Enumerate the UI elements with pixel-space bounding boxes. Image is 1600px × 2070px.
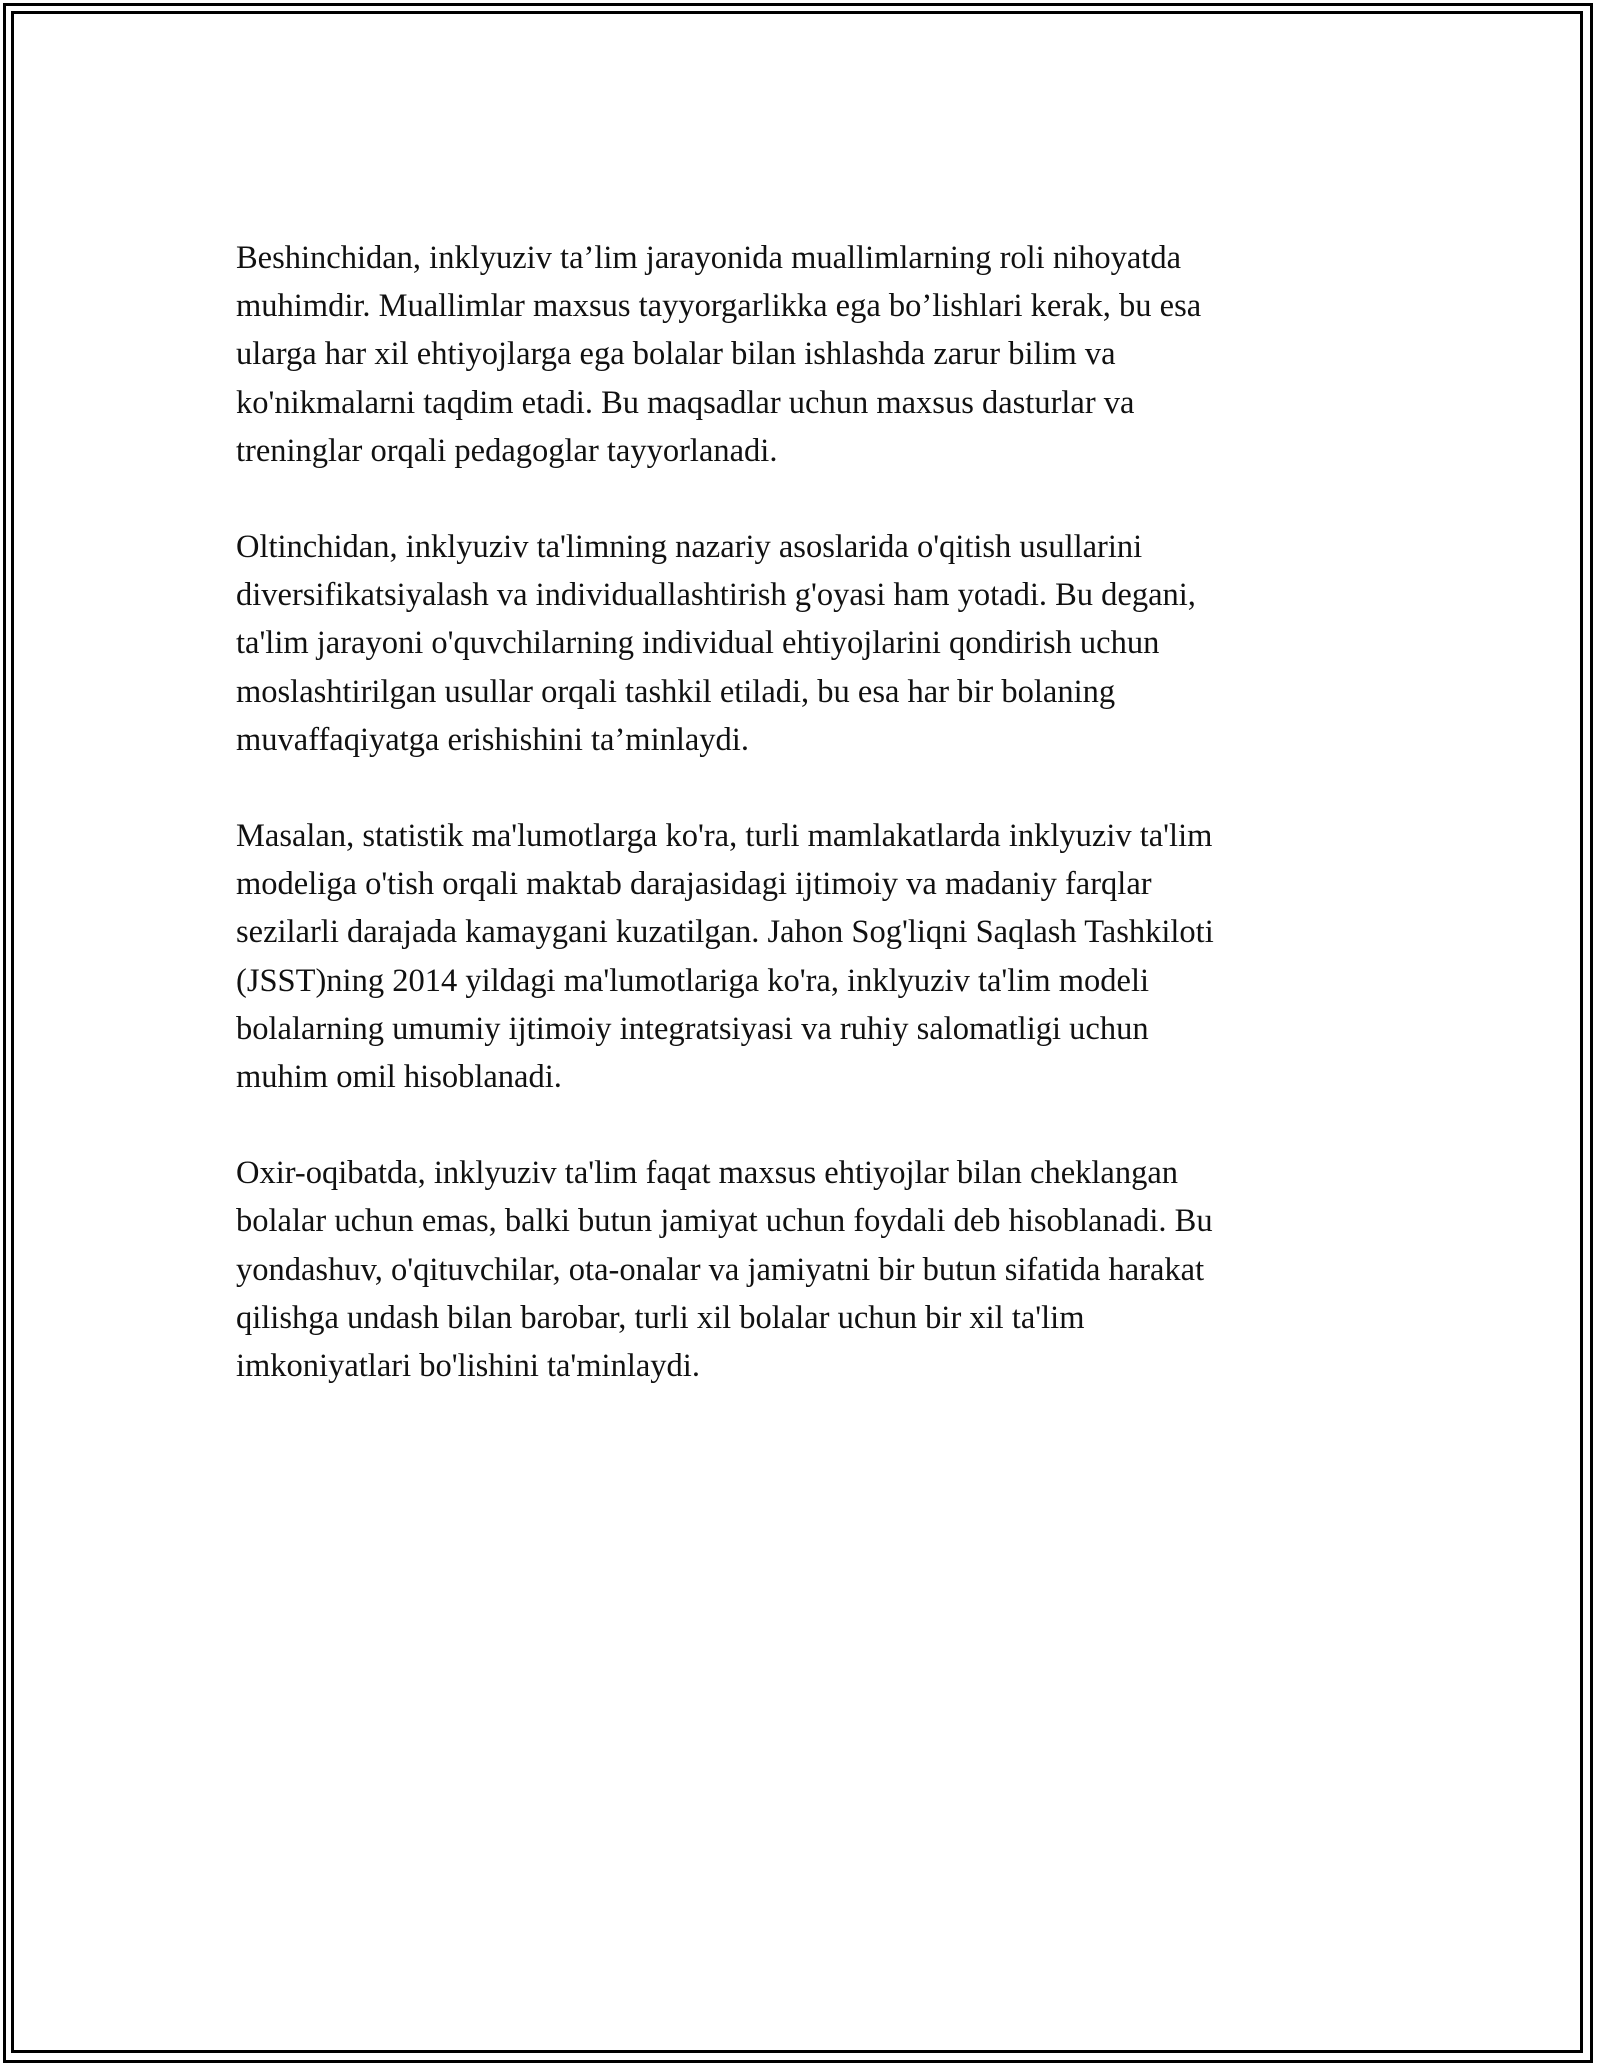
text-line: Masalan, statistik ma'lumotlarga ko'ra, turli mamlakatlarda inklyuziv ta'lim — [236, 818, 1213, 855]
text-line: muhimdir. Muallimlar maxsus tayyorgarlikka ega bo’lishlari kerak, bu esa — [236, 288, 1202, 325]
text-line: yondashuv, o'qituvchilar, ota-onalar va jamiyatni bir butun sifatida harakat — [236, 1251, 1205, 1288]
document-body — [236, 234, 1366, 1438]
text-line: (JSST)ning 2014 yildagi ma'lumotlariga ko'ra, inklyuziv ta'lim modeli — [236, 962, 1149, 999]
text-line: imkoniyatlari bo'lishini ta'minlaydi. — [236, 1348, 700, 1385]
text-line: qilishga undash bilan barobar, turli xil bolalar uchun bir xil ta'lim — [236, 1299, 1085, 1336]
text-line: muhim omil hisoblanadi. — [236, 1059, 562, 1096]
text-line: ko'nikmalarni taqdim etadi. Bu maqsadlar uchun maxsus dasturlar va — [236, 384, 1135, 421]
text-line: modeliga o'tish orqali maktab darajasidagi ijtimoiy va madaniy farqlar — [236, 866, 1152, 903]
paragraph-2 — [236, 523, 1366, 764]
text-line: diversifikatsiyalash va individuallashtirish g'oyasi ham yotadi. Bu degani, — [236, 577, 1196, 614]
text-line: sezilarli darajada kamaygani kuzatilgan. Jahon Sog'liqni Saqlash Tashkiloti — [236, 914, 1214, 951]
text-line: moslashtirilgan usullar orqali tashkil etiladi, bu esa har bir bolaning — [236, 673, 1116, 710]
paragraph-1 — [236, 234, 1366, 475]
paragraph-4 — [236, 1149, 1366, 1390]
text-line: Oltinchidan, inklyuziv ta'limning nazariy asoslarida o'qitish usullarini — [236, 529, 1143, 566]
text-line: ta'lim jarayoni o'quvchilarning individual ehtiyojlarini qondirish uchun — [236, 625, 1160, 662]
text-line: muvaffaqiyatga erishishini ta’minlaydi. — [236, 721, 749, 758]
text-line: treninglar orqali pedagoglar tayyorlanadi. — [236, 432, 778, 469]
text-line: Beshinchidan, inklyuziv ta’lim jarayonida muallimlarning roli nihoyatda — [236, 240, 1181, 276]
text-line: bolalarning umumiy ijtimoiy integratsiyasi va ruhiy salomatligi uchun — [236, 1010, 1149, 1047]
paragraph-3 — [236, 812, 1366, 1101]
text-line: ularga har xil ehtiyojlarga ega bolalar bilan ishlashda zarur bilim va — [236, 336, 1116, 373]
text-line: bolalar uchun emas, balki butun jamiyat uchun foydali deb hisoblanadi. Bu — [236, 1203, 1213, 1240]
text-line: Oxir-oqibatda, inklyuziv ta'lim faqat maxsus ehtiyojlar bilan cheklangan — [236, 1155, 1179, 1192]
